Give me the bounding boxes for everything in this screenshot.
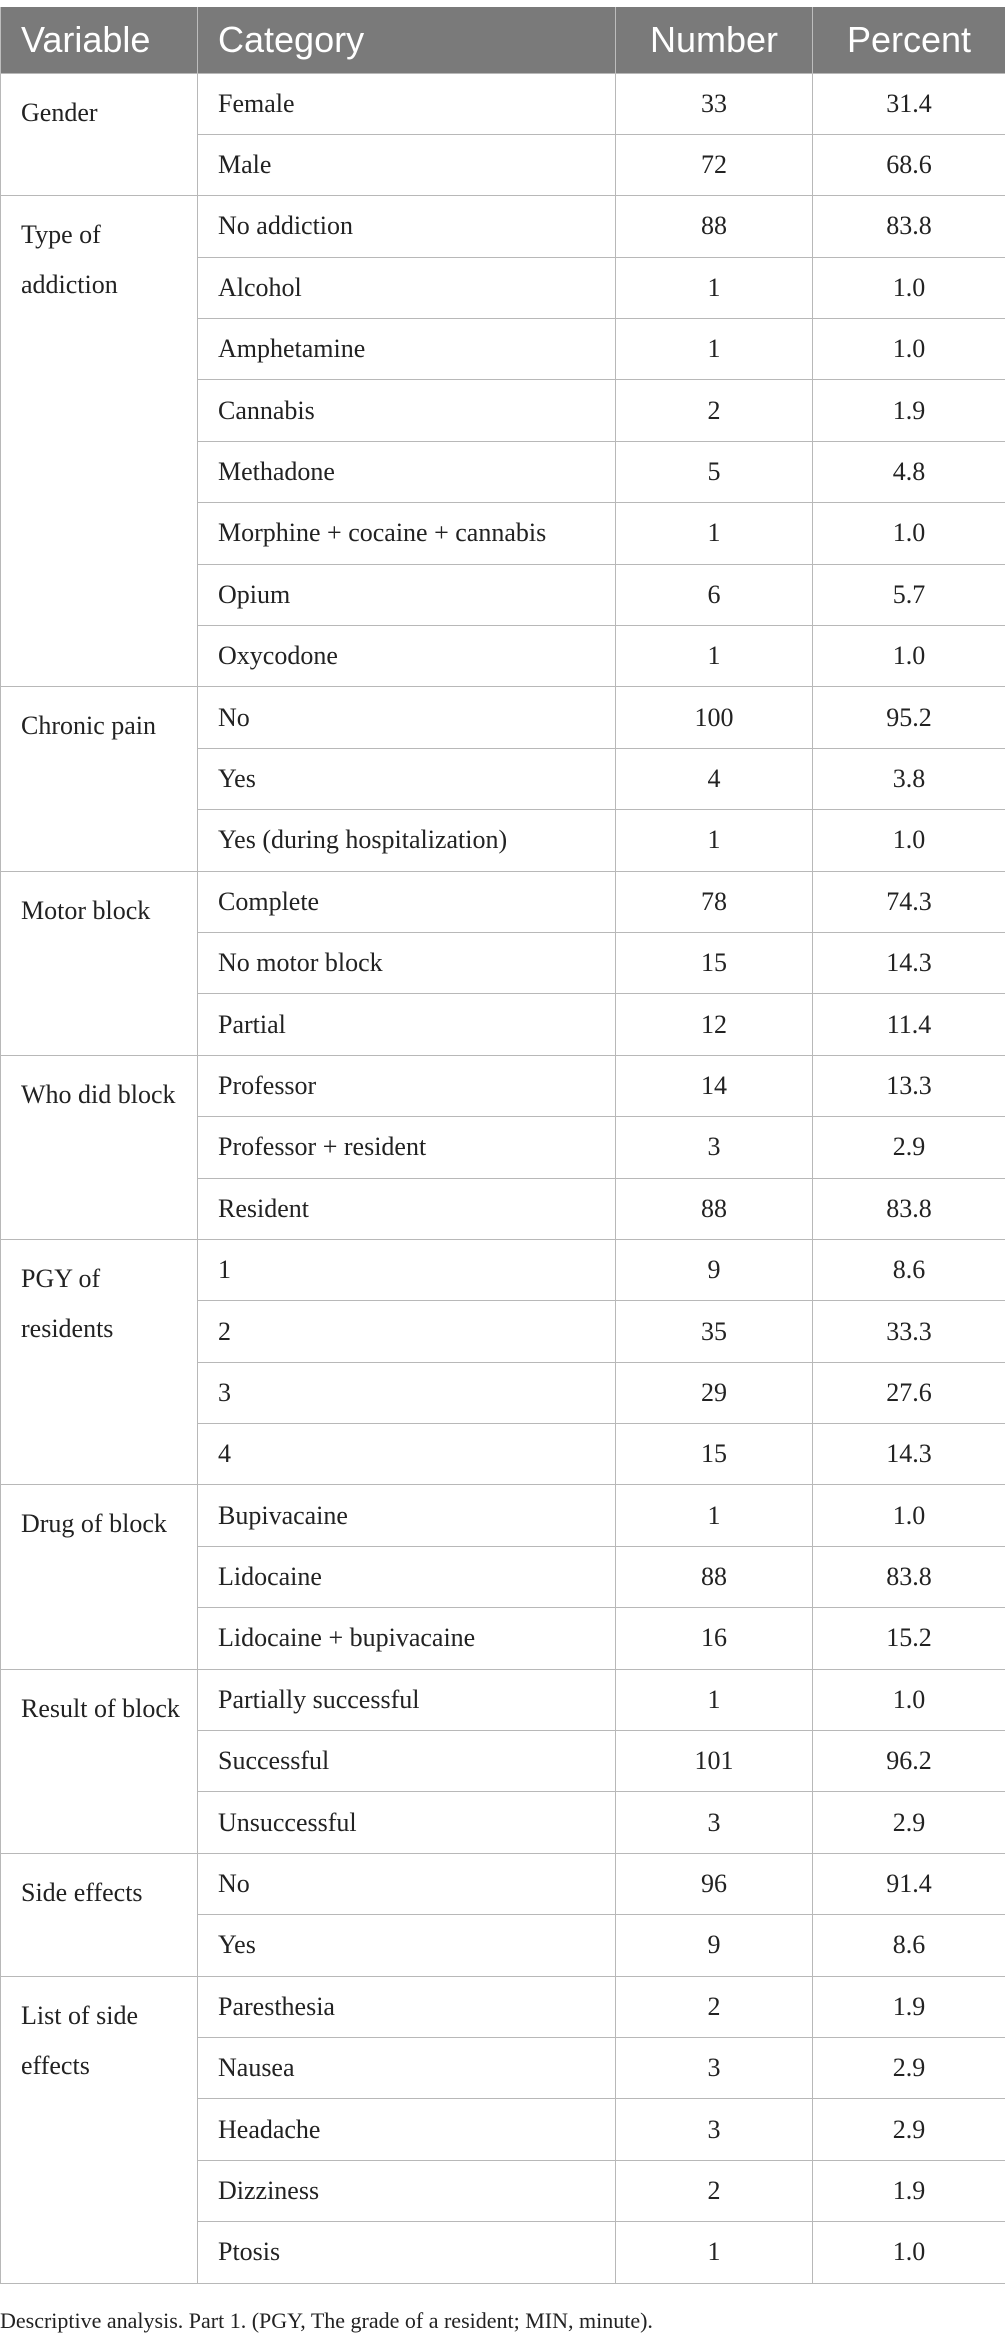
category-cell: Female <box>198 73 616 134</box>
percent-cell: 33.3 <box>813 1301 1005 1362</box>
percent-cell: 14.3 <box>813 932 1005 993</box>
variable-label: Result of block <box>21 1693 180 1723</box>
table-row <box>1 687 1005 748</box>
percent-cell: 2.9 <box>813 2038 1005 2099</box>
variable-cell <box>1 196 198 687</box>
table-row <box>1 1976 1005 2037</box>
category-cell: Male <box>198 134 616 195</box>
variable-cell <box>1 73 198 196</box>
number-cell: 15 <box>616 932 813 993</box>
number-cell: 9 <box>616 1239 813 1300</box>
number-cell: 1 <box>616 503 813 564</box>
descriptive-table <box>0 7 1005 2284</box>
category-cell: 3 <box>198 1362 616 1423</box>
number-cell: 2 <box>616 380 813 441</box>
table-body <box>1 73 1005 2283</box>
number-cell: 5 <box>616 441 813 502</box>
number-cell: 6 <box>616 564 813 625</box>
variable-label: PGY of residents <box>21 1263 114 1343</box>
category-cell: Bupivacaine <box>198 1485 616 1546</box>
category-cell: Oxycodone <box>198 626 616 687</box>
table-row <box>1 1669 1005 1730</box>
category-cell: Lidocaine + bupivacaine <box>198 1608 616 1669</box>
percent-cell: 27.6 <box>813 1362 1005 1423</box>
percent-cell: 8.6 <box>813 1915 1005 1976</box>
number-cell: 3 <box>616 2038 813 2099</box>
table-row <box>1 1853 1005 1914</box>
percent-cell: 83.8 <box>813 1546 1005 1607</box>
category-cell: Ptosis <box>198 2222 616 2283</box>
variable-label: Motor block <box>21 895 151 925</box>
number-cell: 12 <box>616 994 813 1055</box>
percent-cell: 2.9 <box>813 1792 1005 1853</box>
number-cell: 1 <box>616 1669 813 1730</box>
number-cell: 3 <box>616 1792 813 1853</box>
category-cell: Paresthesia <box>198 1976 616 2037</box>
percent-cell: 14.3 <box>813 1424 1005 1485</box>
number-cell: 78 <box>616 871 813 932</box>
number-cell: 1 <box>616 257 813 318</box>
variable-cell <box>1 687 198 871</box>
category-cell: Morphine + cocaine + cannabis <box>198 503 616 564</box>
variable-label: Who did block <box>21 1079 176 1109</box>
category-cell: 1 <box>198 1239 616 1300</box>
category-cell: Partially successful <box>198 1669 616 1730</box>
variable-cell <box>1 1485 198 1669</box>
percent-cell: 2.9 <box>813 1117 1005 1178</box>
number-cell: 3 <box>616 1117 813 1178</box>
category-cell: Cannabis <box>198 380 616 441</box>
variable-label: List of side effects <box>21 2000 138 2080</box>
percent-cell: 1.0 <box>813 810 1005 871</box>
number-cell: 1 <box>616 1485 813 1546</box>
number-cell: 100 <box>616 687 813 748</box>
variable-cell <box>1 871 198 1055</box>
table-header <box>1 7 1005 73</box>
category-cell: Professor <box>198 1055 616 1116</box>
header-percent: Percent <box>813 7 1005 73</box>
variable-cell <box>1 1976 198 2283</box>
header-row <box>1 7 1005 73</box>
percent-cell: 8.6 <box>813 1239 1005 1300</box>
number-cell: 1 <box>616 2222 813 2283</box>
category-cell: Methadone <box>198 441 616 502</box>
percent-cell: 3.8 <box>813 748 1005 809</box>
category-cell: Yes <box>198 1915 616 1976</box>
percent-cell: 1.0 <box>813 319 1005 380</box>
percent-cell: 31.4 <box>813 73 1005 134</box>
variable-label: Side effects <box>21 1877 143 1907</box>
percent-cell: 96.2 <box>813 1731 1005 1792</box>
percent-cell: 91.4 <box>813 1853 1005 1914</box>
table-row <box>1 1055 1005 1116</box>
table-caption: Descriptive analysis. Part 1. (PGY, The grade of a resident; MIN, minute). <box>0 2308 653 2333</box>
percent-cell: 83.8 <box>813 196 1005 257</box>
number-cell: 1 <box>616 319 813 380</box>
number-cell: 29 <box>616 1362 813 1423</box>
variable-label: Chronic pain <box>21 711 157 741</box>
category-cell: No <box>198 687 616 748</box>
table-row <box>1 871 1005 932</box>
percent-cell: 1.0 <box>813 257 1005 318</box>
number-cell: 14 <box>616 1055 813 1116</box>
number-cell: 9 <box>616 1915 813 1976</box>
percent-cell: 95.2 <box>813 687 1005 748</box>
category-cell: Resident <box>198 1178 616 1239</box>
percent-cell: 1.0 <box>813 1669 1005 1730</box>
percent-cell: 4.8 <box>813 441 1005 502</box>
variable-label: Gender <box>21 97 98 127</box>
number-cell: 2 <box>616 2160 813 2221</box>
percent-cell: 1.0 <box>813 503 1005 564</box>
number-cell: 1 <box>616 810 813 871</box>
percent-cell: 15.2 <box>813 1608 1005 1669</box>
number-cell: 1 <box>616 626 813 687</box>
number-cell: 101 <box>616 1731 813 1792</box>
category-cell: Nausea <box>198 2038 616 2099</box>
table-row <box>1 1485 1005 1546</box>
variable-label: Type of addiction <box>21 220 118 300</box>
percent-cell: 74.3 <box>813 871 1005 932</box>
category-cell: 2 <box>198 1301 616 1362</box>
percent-cell: 1.0 <box>813 2222 1005 2283</box>
category-cell: 4 <box>198 1424 616 1485</box>
category-cell: No addiction <box>198 196 616 257</box>
category-cell: No motor block <box>198 932 616 993</box>
category-cell: Dizziness <box>198 2160 616 2221</box>
number-cell: 4 <box>616 748 813 809</box>
variable-cell <box>1 1055 198 1239</box>
category-cell: Opium <box>198 564 616 625</box>
percent-cell: 5.7 <box>813 564 1005 625</box>
variable-cell <box>1 1239 198 1485</box>
header-variable: Variable <box>1 7 198 73</box>
percent-cell: 1.9 <box>813 380 1005 441</box>
category-cell: Yes <box>198 748 616 809</box>
number-cell: 3 <box>616 2099 813 2160</box>
category-cell: Unsuccessful <box>198 1792 616 1853</box>
number-cell: 16 <box>616 1608 813 1669</box>
variable-cell <box>1 1853 198 1976</box>
variable-cell <box>1 1669 198 1853</box>
category-cell: Complete <box>198 871 616 932</box>
number-cell: 2 <box>616 1976 813 2037</box>
category-cell: Successful <box>198 1731 616 1792</box>
percent-cell: 1.0 <box>813 1485 1005 1546</box>
category-cell: Alcohol <box>198 257 616 318</box>
category-cell: Partial <box>198 994 616 1055</box>
percent-cell: 11.4 <box>813 994 1005 1055</box>
table-row <box>1 73 1005 134</box>
variable-label: Drug of block <box>21 1509 167 1539</box>
number-cell: 15 <box>616 1424 813 1485</box>
percent-cell: 1.9 <box>813 2160 1005 2221</box>
category-cell: Yes (during hospitalization) <box>198 810 616 871</box>
percent-cell: 2.9 <box>813 2099 1005 2160</box>
number-cell: 88 <box>616 196 813 257</box>
number-cell: 96 <box>616 1853 813 1914</box>
category-cell: Lidocaine <box>198 1546 616 1607</box>
percent-cell: 1.0 <box>813 626 1005 687</box>
category-cell: Amphetamine <box>198 319 616 380</box>
number-cell: 33 <box>616 73 813 134</box>
percent-cell: 68.6 <box>813 134 1005 195</box>
table-row <box>1 196 1005 257</box>
percent-cell: 13.3 <box>813 1055 1005 1116</box>
number-cell: 88 <box>616 1546 813 1607</box>
percent-cell: 83.8 <box>813 1178 1005 1239</box>
category-cell: Professor + resident <box>198 1117 616 1178</box>
percent-cell: 1.9 <box>813 1976 1005 2037</box>
category-cell: No <box>198 1853 616 1914</box>
table-row <box>1 1239 1005 1300</box>
number-cell: 88 <box>616 1178 813 1239</box>
header-number: Number <box>616 7 813 73</box>
header-category: Category <box>198 7 616 73</box>
number-cell: 35 <box>616 1301 813 1362</box>
category-cell: Headache <box>198 2099 616 2160</box>
number-cell: 72 <box>616 134 813 195</box>
